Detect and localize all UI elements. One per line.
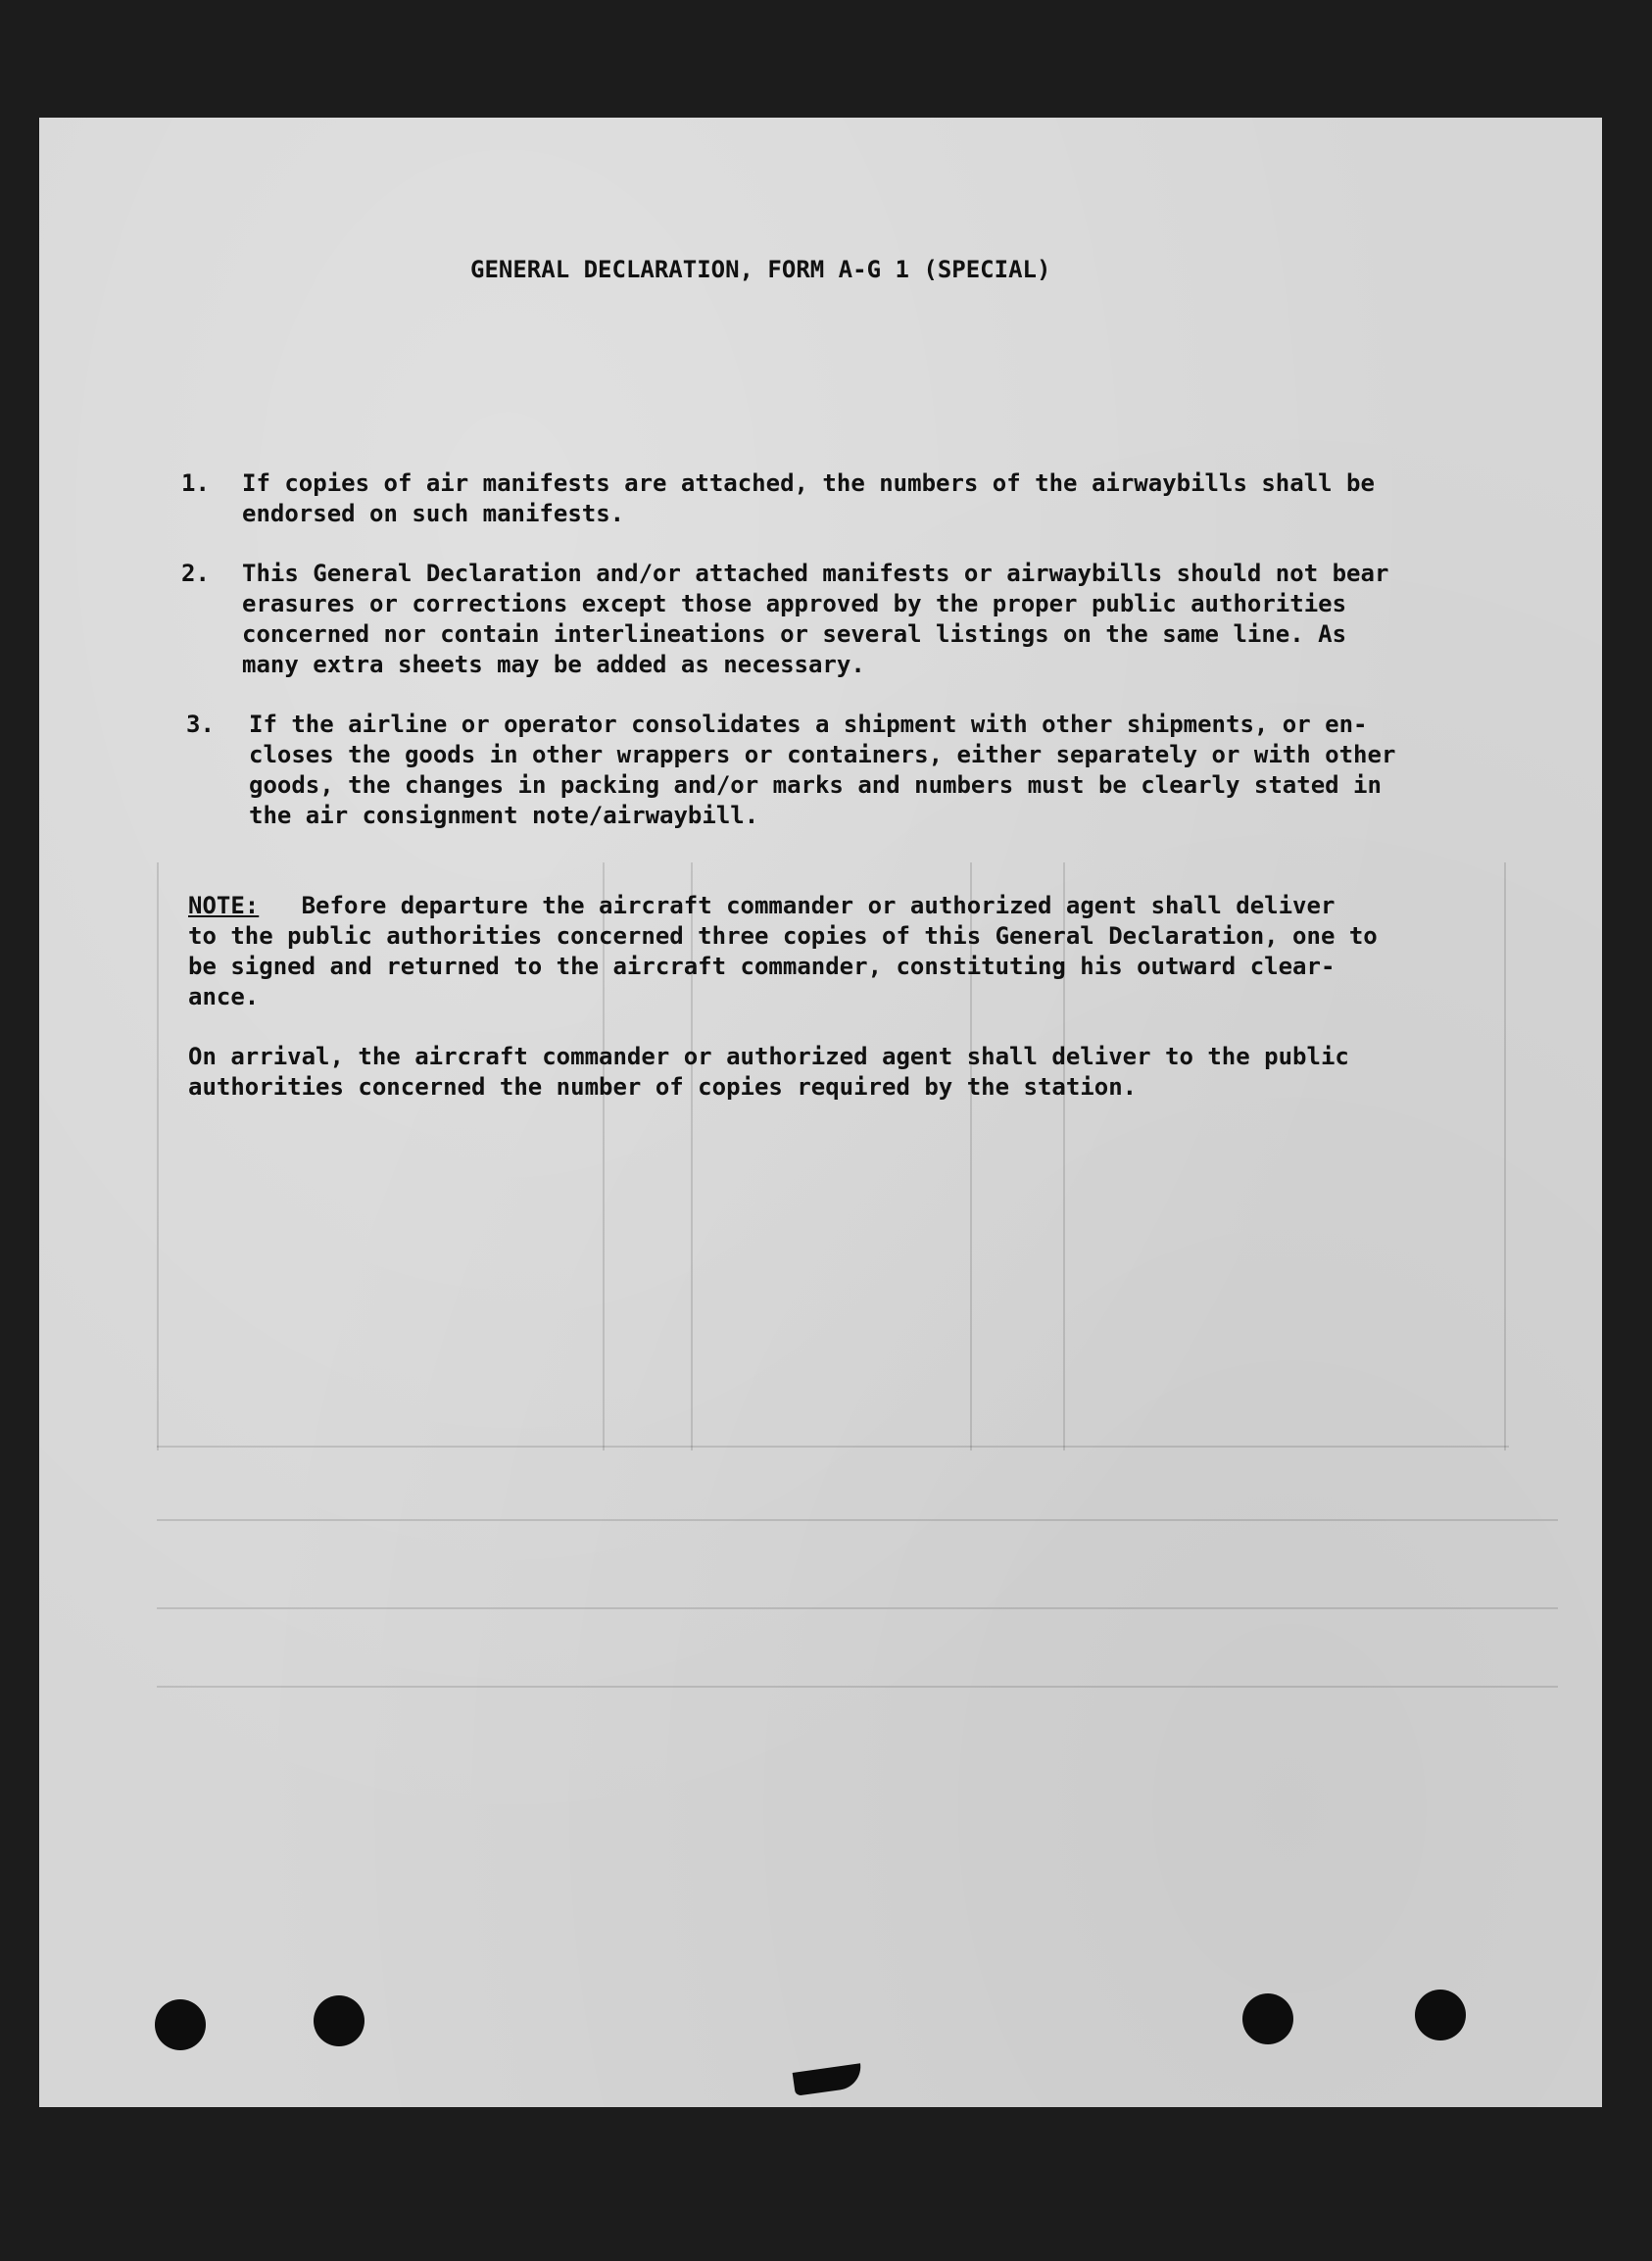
document-title: GENERAL DECLARATION, FORM A-G 1 (SPECIAL) (470, 256, 1051, 283)
item-line: goods, the changes in packing and/or marks and numbers must be clearly stated in (249, 771, 1382, 799)
arrival-block (188, 1042, 1349, 1103)
item-line: erasures or corrections except those approved by the proper public authorities (242, 590, 1347, 617)
item-line: many extra sheets may be added as necessary. (242, 651, 865, 678)
item-line: closes the goods in other wrappers or containers, either separately or with other (249, 741, 1396, 768)
show-through-rule (157, 1519, 1558, 1521)
note-block (188, 891, 1378, 1012)
item-line: concerned nor contain interlineations or several listings on the same line. As (242, 620, 1347, 648)
show-through-rule (157, 862, 159, 1450)
note-line: be signed and returned to the aircraft commander, constituting his outward clear- (188, 953, 1336, 980)
show-through-rule (157, 1686, 1558, 1688)
item-3-text (249, 710, 1395, 831)
show-through-rule (1504, 862, 1506, 1450)
item-line: If copies of air manifests are attached, the numbers of the airwaybills shall be (242, 469, 1375, 497)
punch-hole (1242, 1993, 1293, 2044)
punch-hole (1415, 1990, 1466, 2040)
item-line: the air consignment note/airwaybill. (249, 802, 759, 829)
note-label: NOTE: (188, 892, 260, 919)
note-first-line: Before departure the aircraft commander or authorized agent shall deliver (301, 892, 1336, 919)
note-line: ance. (188, 983, 260, 1010)
arrival-line: authorities concerned the number of copies required by the station. (188, 1073, 1138, 1101)
item-line: If the airline or operator consolidates a shipment with other shipments, or en- (249, 711, 1368, 738)
arrival-line: On arrival, the aircraft commander or authorized agent shall deliver to the public (188, 1043, 1349, 1070)
item-number: 1. (181, 469, 210, 497)
item-number: 3. (186, 711, 215, 738)
paper-sheet (39, 118, 1602, 2107)
item-number: 2. (181, 560, 210, 587)
note-line: to the public authorities concerned three copies of this General Declaration, one to (188, 922, 1378, 950)
show-through-rule (157, 1607, 1558, 1609)
show-through-rule (157, 1446, 1509, 1448)
item-2-text (242, 559, 1388, 680)
item-line: endorsed on such manifests. (242, 500, 625, 527)
item-1-text (242, 468, 1375, 529)
item-line: This General Declaration and/or attached manifests or airwaybills should not bear (242, 560, 1389, 587)
punch-hole (314, 1995, 364, 2046)
punch-hole (155, 1999, 206, 2050)
